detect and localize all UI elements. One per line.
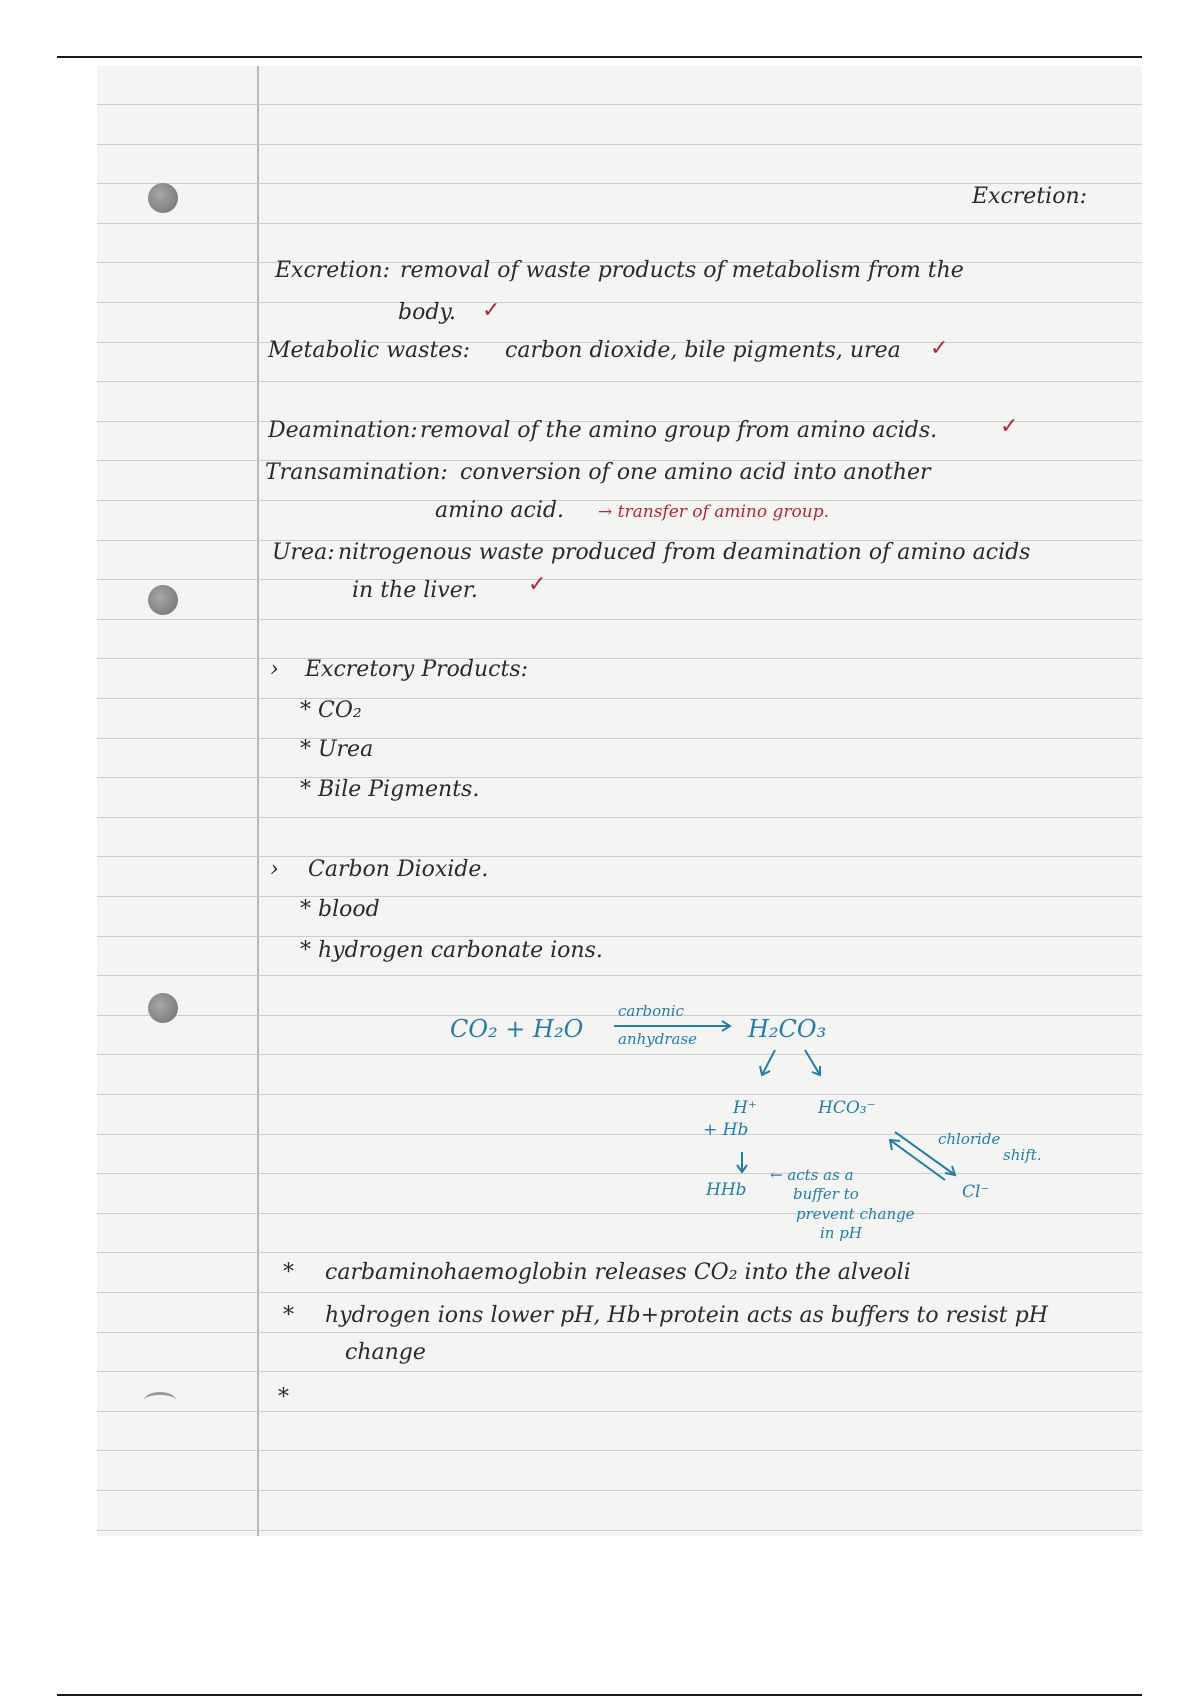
term-excretion: Excretion: — [275, 258, 391, 283]
excretory-item: * Bile Pigments. — [300, 777, 480, 802]
def-urea-cont: in the liver. — [352, 578, 478, 603]
note-line: carbaminohaemoglobin releases CO₂ into the alveoli — [325, 1260, 911, 1285]
tick-mark: ✓ — [930, 336, 949, 361]
equation-lhs: CO₂ + H₂O — [450, 1015, 584, 1043]
note-line-cont: change — [345, 1340, 426, 1365]
enzyme-bottom: anhydrase — [618, 1030, 698, 1048]
tick-mark: ✓ — [1000, 414, 1019, 439]
term-transamination: Transamination: — [265, 460, 448, 485]
excretory-products-heading: Excretory Products: — [305, 657, 529, 682]
excretory-item: * CO₂ — [300, 698, 362, 723]
def-transamination-cont: amino acid. — [435, 498, 564, 523]
chloride-label: chloride — [938, 1130, 1001, 1148]
term-deamination: Deamination: — [268, 418, 418, 443]
enzyme-top: carbonic — [618, 1002, 685, 1020]
bullet-arrow: › — [270, 857, 279, 882]
bullet-arrow: › — [270, 657, 279, 682]
carbon-dioxide-item: * blood — [300, 897, 380, 922]
chloride-arrow-up — [890, 1140, 945, 1180]
def-excretion-cont: body. — [398, 300, 456, 325]
tick-mark: ✓ — [528, 572, 547, 597]
transamination-note: → transfer of amino group. — [598, 502, 829, 522]
buffer-note-4: in pH — [820, 1224, 862, 1242]
note-bullet: * — [283, 1303, 294, 1328]
hco3-ion: HCO₃⁻ — [818, 1098, 876, 1118]
plus-hb: + Hb — [703, 1120, 749, 1140]
term-urea: Urea: — [272, 540, 335, 565]
def-excretion: removal of waste products of metabolism from the — [400, 258, 964, 283]
buffer-note-1: ← acts as a — [770, 1166, 854, 1184]
note-bullet: * — [283, 1260, 294, 1285]
hhb: HHb — [706, 1180, 747, 1200]
def-metabolic-wastes: carbon dioxide, bile pigments, urea — [505, 338, 901, 363]
carbon-dioxide-item: * hydrogen carbonate ions. — [300, 938, 603, 963]
term-metabolic-wastes: Metabolic wastes: — [268, 338, 471, 363]
tick-mark: ✓ — [482, 298, 501, 323]
def-urea: nitrogenous waste produced from deamination of amino acids — [338, 540, 1031, 565]
buffer-note-3: prevent change — [796, 1205, 915, 1223]
page-title: Excretion: — [972, 184, 1088, 209]
note-line: hydrogen ions lower pH, Hb+protein acts as buffers to resist pH — [325, 1303, 1048, 1328]
shift-label: shift. — [1003, 1146, 1042, 1164]
carbon-dioxide-heading: Carbon Dioxide. — [308, 857, 489, 882]
excretory-item: * Urea — [300, 737, 374, 762]
note-bullet: * — [278, 1385, 289, 1410]
h-plus: H⁺ — [733, 1098, 757, 1118]
buffer-note-2: buffer to — [793, 1185, 859, 1203]
bottom-rule — [57, 1694, 1142, 1696]
chloride-ion: Cl⁻ — [962, 1182, 990, 1202]
equation-rhs: H₂CO₃ — [748, 1015, 827, 1043]
def-deamination: removal of the amino group from amino acids. — [420, 418, 938, 443]
def-transamination: conversion of one amino acid into another — [460, 460, 931, 485]
